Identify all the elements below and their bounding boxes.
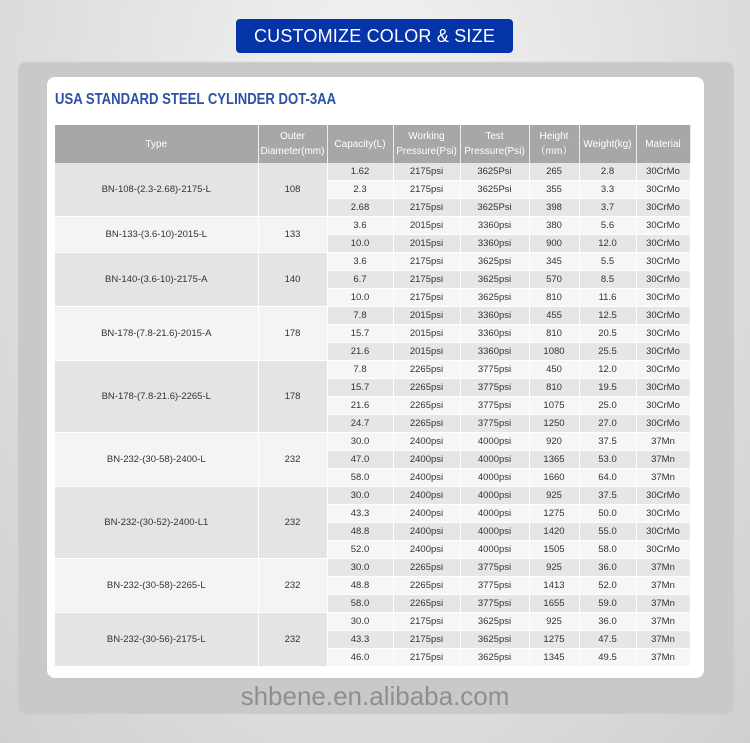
table-row [55,163,690,181]
cell-weight: 25.0 [579,397,636,415]
cell-outer-diameter: 178 [258,361,327,433]
cell-working-pressure: 2400psi [393,451,460,469]
cell-test-pressure: 3625Psi [460,199,529,217]
cell-material: 30CrMo [636,505,690,523]
cell-capacity: 48.8 [327,523,393,541]
cell-capacity: 2.3 [327,181,393,199]
header-test-pressure: Test Pressure(Psi) [460,125,529,163]
cell-weight: 19.5 [579,379,636,397]
cell-weight: 55.0 [579,523,636,541]
cell-working-pressure: 2265psi [393,379,460,397]
cell-working-pressure: 2265psi [393,397,460,415]
cell-height: 1413 [529,577,579,595]
cell-height: 1660 [529,469,579,487]
cell-outer-diameter: 178 [258,307,327,361]
cell-material: 37Mn [636,559,690,577]
cell-type: BN-232-(30-58)-2400-L [55,433,258,487]
cell-material: 30CrMo [636,307,690,325]
cell-weight: 37.5 [579,433,636,451]
table-row [55,613,690,631]
cell-type: BN-133-(3.6-10)-2015-L [55,217,258,253]
card-title: USA STANDARD STEEL CYLINDER DOT-3AA [55,91,337,108]
spec-table [55,125,691,667]
cell-capacity: 30.0 [327,433,393,451]
header-material: Material [636,125,690,163]
cell-test-pressure: 3360psi [460,325,529,343]
cell-test-pressure: 4000psi [460,523,529,541]
cell-weight: 64.0 [579,469,636,487]
cell-capacity: 30.0 [327,613,393,631]
cell-height: 1655 [529,595,579,613]
cell-height: 570 [529,271,579,289]
cell-height: 1250 [529,415,579,433]
cell-weight: 3.7 [579,199,636,217]
header-weight: Weight(kg) [579,125,636,163]
cell-height: 450 [529,361,579,379]
cell-weight: 8.5 [579,271,636,289]
cell-outer-diameter: 232 [258,433,327,487]
cell-test-pressure: 4000psi [460,433,529,451]
cell-material: 37Mn [636,451,690,469]
cell-height: 1080 [529,343,579,361]
cell-material: 37Mn [636,649,690,667]
table-row [55,361,690,379]
cell-test-pressure: 3625Psi [460,163,529,181]
cell-outer-diameter: 140 [258,253,327,307]
cell-capacity: 2.68 [327,199,393,217]
cell-weight: 36.0 [579,613,636,631]
cell-material: 37Mn [636,613,690,631]
cell-material: 30CrMo [636,253,690,271]
cell-capacity: 58.0 [327,595,393,613]
cell-capacity: 10.0 [327,289,393,307]
table-row [55,217,690,235]
cell-working-pressure: 2265psi [393,595,460,613]
cell-weight: 20.5 [579,325,636,343]
cell-material: 37Mn [636,577,690,595]
cell-test-pressure: 3625psi [460,289,529,307]
cell-working-pressure: 2015psi [393,217,460,235]
cell-height: 355 [529,181,579,199]
cell-weight: 27.0 [579,415,636,433]
spec-card [47,77,704,678]
cell-material: 37Mn [636,433,690,451]
cell-test-pressure: 3775psi [460,559,529,577]
cell-material: 30CrMo [636,361,690,379]
cell-working-pressure: 2015psi [393,307,460,325]
cell-weight: 5.5 [579,253,636,271]
cell-test-pressure: 4000psi [460,451,529,469]
cell-test-pressure: 3775psi [460,415,529,433]
cell-capacity: 6.7 [327,271,393,289]
cell-height: 455 [529,307,579,325]
cell-height: 920 [529,433,579,451]
cell-test-pressure: 3360psi [460,307,529,325]
cell-working-pressure: 2175psi [393,181,460,199]
cell-test-pressure: 3625psi [460,253,529,271]
cell-height: 345 [529,253,579,271]
cell-height: 925 [529,487,579,505]
cell-working-pressure: 2175psi [393,631,460,649]
cell-outer-diameter: 133 [258,217,327,253]
customize-color-size-button[interactable] [236,19,513,53]
cell-weight: 49.5 [579,649,636,667]
cell-working-pressure: 2265psi [393,415,460,433]
cell-height: 810 [529,325,579,343]
header-capacity: Capacity(L) [327,125,393,163]
cell-working-pressure: 2400psi [393,523,460,541]
cell-capacity: 3.6 [327,253,393,271]
cell-outer-diameter: 232 [258,487,327,559]
cell-weight: 52.0 [579,577,636,595]
cell-capacity: 15.7 [327,379,393,397]
cell-material: 30CrMo [636,523,690,541]
cell-capacity: 43.3 [327,631,393,649]
cell-test-pressure: 3625psi [460,631,529,649]
cell-working-pressure: 2175psi [393,199,460,217]
cell-capacity: 43.3 [327,505,393,523]
header-working-pressure: Working Pressure(Psi) [393,125,460,163]
cell-material: 30CrMo [636,487,690,505]
cell-material: 30CrMo [636,181,690,199]
cell-material: 37Mn [636,595,690,613]
cell-material: 30CrMo [636,235,690,253]
table-row [55,253,690,271]
cell-capacity: 15.7 [327,325,393,343]
cell-material: 30CrMo [636,541,690,559]
table-row [55,559,690,577]
cell-material: 30CrMo [636,217,690,235]
cell-weight: 12.5 [579,307,636,325]
cell-working-pressure: 2400psi [393,469,460,487]
cell-working-pressure: 2265psi [393,577,460,595]
cell-material: 30CrMo [636,397,690,415]
cell-test-pressure: 3625Psi [460,181,529,199]
cell-working-pressure: 2015psi [393,343,460,361]
cell-working-pressure: 2175psi [393,163,460,181]
cell-working-pressure: 2265psi [393,559,460,577]
cell-weight: 36.0 [579,559,636,577]
cell-capacity: 30.0 [327,559,393,577]
table-row [55,307,690,325]
cell-capacity: 3.6 [327,217,393,235]
cell-type: BN-178-(7.8-21.6)-2015-A [55,307,258,361]
cell-type: BN-232-(30-58)-2265-L [55,559,258,613]
cell-working-pressure: 2400psi [393,433,460,451]
cell-capacity: 24.7 [327,415,393,433]
table-row [55,487,690,505]
cell-capacity: 7.8 [327,307,393,325]
table-header-row [55,125,690,163]
cell-weight: 25.5 [579,343,636,361]
cell-height: 1420 [529,523,579,541]
cell-type: BN-178-(7.8-21.6)-2265-L [55,361,258,433]
watermark: shbene.en.alibaba.com [240,681,510,711]
cell-test-pressure: 4000psi [460,541,529,559]
cell-test-pressure: 4000psi [460,487,529,505]
cell-weight: 58.0 [579,541,636,559]
cell-test-pressure: 3625psi [460,271,529,289]
cell-material: 37Mn [636,469,690,487]
cell-material: 30CrMo [636,271,690,289]
cell-test-pressure: 3625psi [460,613,529,631]
cell-material: 30CrMo [636,415,690,433]
cell-outer-diameter: 232 [258,559,327,613]
cell-test-pressure: 3775psi [460,577,529,595]
cell-capacity: 10.0 [327,235,393,253]
cell-working-pressure: 2015psi [393,325,460,343]
cell-weight: 59.0 [579,595,636,613]
cell-test-pressure: 3360psi [460,217,529,235]
table-row [55,433,690,451]
header-height: Height （mm） [529,125,579,163]
cell-capacity: 21.6 [327,397,393,415]
cell-capacity: 30.0 [327,487,393,505]
banner-label: CUSTOMIZE COLOR & SIZE [253,25,496,46]
cell-height: 1505 [529,541,579,559]
cell-working-pressure: 2175psi [393,613,460,631]
cell-working-pressure: 2400psi [393,487,460,505]
cell-height: 1345 [529,649,579,667]
cell-weight: 2.8 [579,163,636,181]
cell-material: 30CrMo [636,289,690,307]
cell-working-pressure: 2175psi [393,253,460,271]
cell-material: 30CrMo [636,163,690,181]
cell-test-pressure: 3360psi [460,235,529,253]
cell-height: 900 [529,235,579,253]
cell-height: 810 [529,289,579,307]
cell-working-pressure: 2175psi [393,649,460,667]
cell-working-pressure: 2400psi [393,505,460,523]
header-type: Type [55,125,258,163]
cell-capacity: 52.0 [327,541,393,559]
cell-capacity: 58.0 [327,469,393,487]
cell-working-pressure: 2015psi [393,235,460,253]
cell-material: 30CrMo [636,343,690,361]
cell-height: 398 [529,199,579,217]
cell-type: BN-140-(3.6-10)-2175-A [55,253,258,307]
cell-height: 925 [529,613,579,631]
cell-material: 30CrMo [636,379,690,397]
cell-weight: 5.6 [579,217,636,235]
cell-working-pressure: 2175psi [393,289,460,307]
cell-height: 1275 [529,631,579,649]
cell-weight: 12.0 [579,361,636,379]
cell-capacity: 48.8 [327,577,393,595]
cell-capacity: 46.0 [327,649,393,667]
cell-working-pressure: 2175psi [393,271,460,289]
cell-capacity: 1.62 [327,163,393,181]
cell-height: 1275 [529,505,579,523]
cell-height: 925 [529,559,579,577]
cell-height: 1365 [529,451,579,469]
cell-type: BN-108-(2.3-2.68)-2175-L [55,163,258,217]
cell-height: 380 [529,217,579,235]
cell-test-pressure: 3360psi [460,343,529,361]
cell-working-pressure: 2400psi [393,541,460,559]
cell-test-pressure: 3775psi [460,379,529,397]
cell-weight: 47.5 [579,631,636,649]
cell-outer-diameter: 108 [258,163,327,217]
cell-test-pressure: 3775psi [460,595,529,613]
cell-material: 30CrMo [636,199,690,217]
cell-test-pressure: 3775psi [460,361,529,379]
cell-test-pressure: 3775psi [460,397,529,415]
cell-height: 810 [529,379,579,397]
cell-test-pressure: 3625psi [460,649,529,667]
cell-test-pressure: 4000psi [460,505,529,523]
cell-weight: 50.0 [579,505,636,523]
cell-capacity: 47.0 [327,451,393,469]
cell-working-pressure: 2265psi [393,361,460,379]
cell-weight: 53.0 [579,451,636,469]
cell-capacity: 21.6 [327,343,393,361]
cell-test-pressure: 4000psi [460,469,529,487]
cell-weight: 3.3 [579,181,636,199]
cell-height: 265 [529,163,579,181]
cell-capacity: 7.8 [327,361,393,379]
cell-weight: 12.0 [579,235,636,253]
cell-material: 37Mn [636,631,690,649]
header-outer-diameter: Outer Diameter(mm) [258,125,327,163]
cell-height: 1075 [529,397,579,415]
cell-weight: 11.6 [579,289,636,307]
cell-outer-diameter: 232 [258,613,327,667]
cell-type: BN-232-(30-56)-2175-L [55,613,258,667]
cell-type: BN-232-(30-52)-2400-L1 [55,487,258,559]
cell-material: 30CrMo [636,325,690,343]
cell-weight: 37.5 [579,487,636,505]
